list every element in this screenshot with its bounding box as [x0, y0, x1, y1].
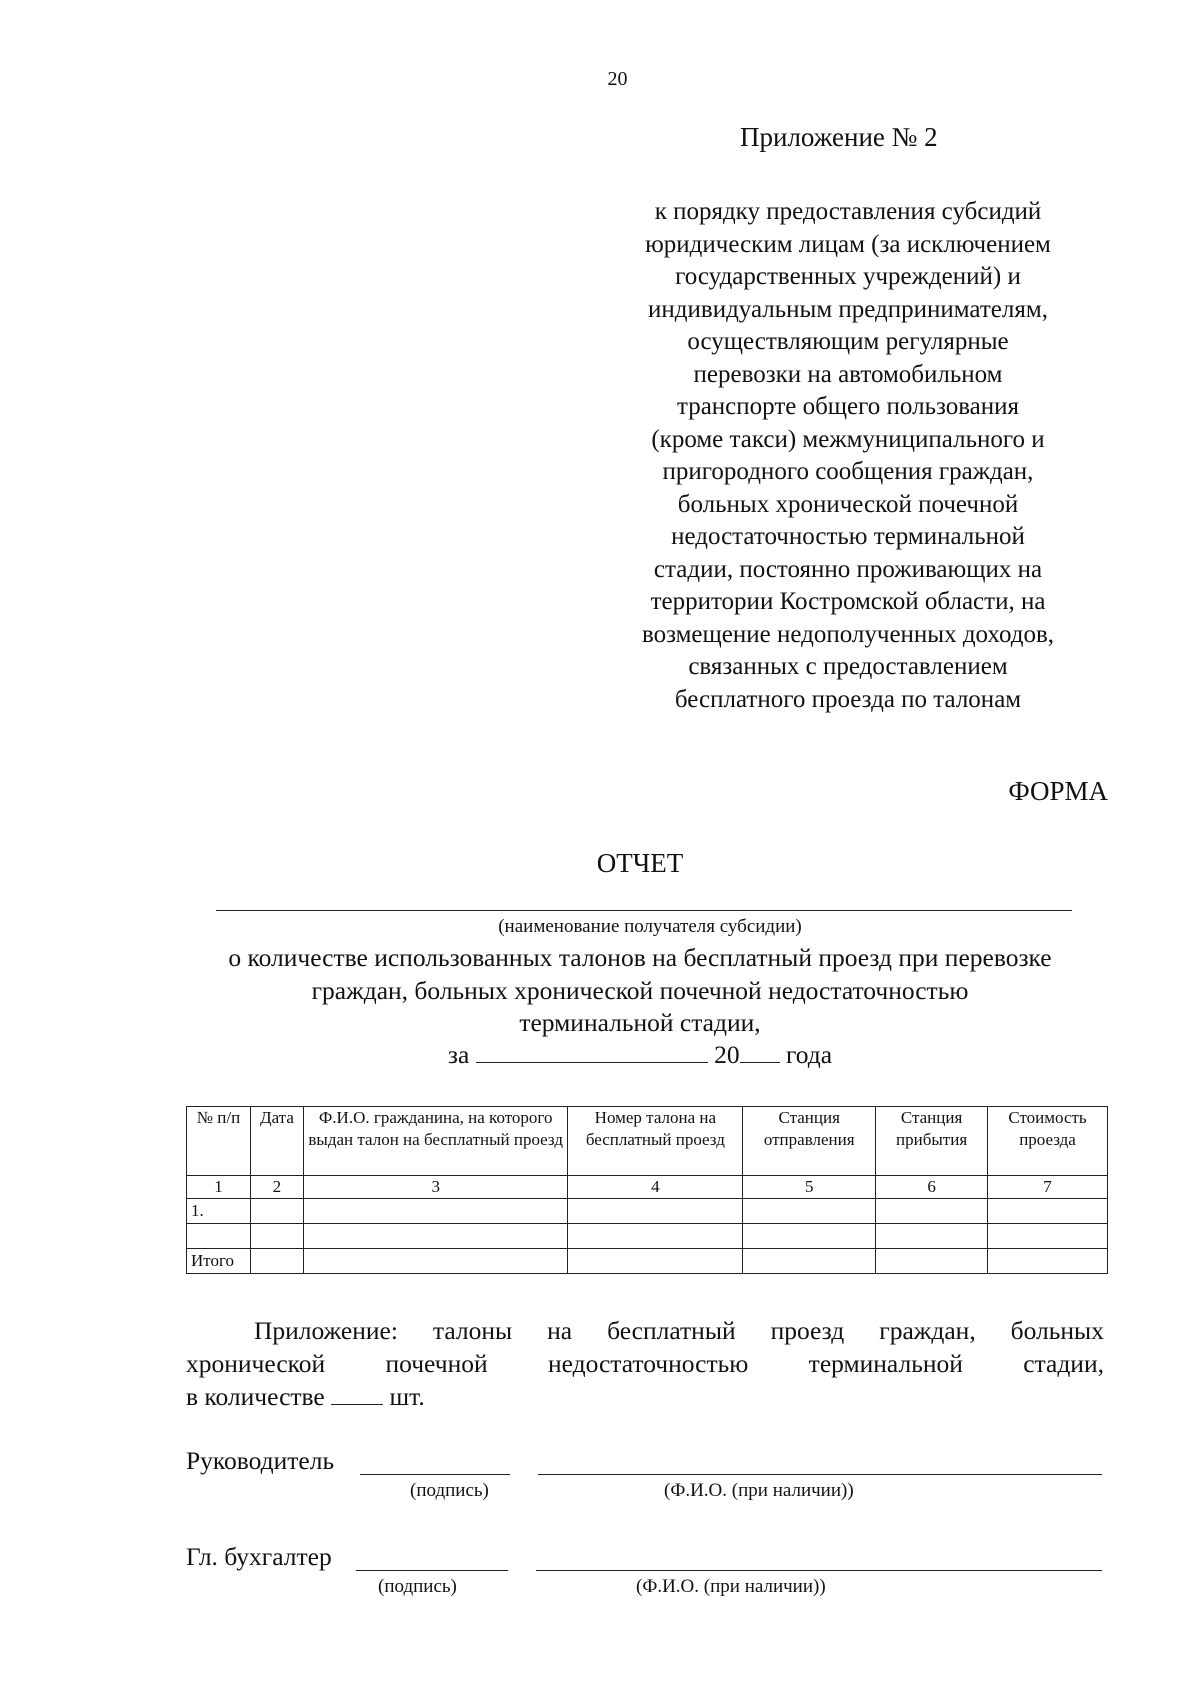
form-label: ФОРМА: [1008, 776, 1108, 806]
header-departure-station: Станция отправления: [743, 1107, 876, 1176]
arrival-station-cell[interactable]: [876, 1199, 988, 1224]
word: терминальной: [808, 1349, 963, 1378]
word: почечной: [385, 1349, 488, 1378]
fare-cell[interactable]: [988, 1199, 1108, 1224]
reference-line: бесплатного проезда по талонам: [674, 685, 1022, 713]
reference-line: индивидуальным предпринимателям,: [648, 295, 1048, 323]
subject-line: терминальной стадии,: [519, 1008, 761, 1037]
header-arrival-station: Станция прибытия: [876, 1107, 988, 1176]
word: больных: [1010, 1316, 1104, 1345]
quantity-prefix: в количестве: [186, 1382, 325, 1411]
departure-station-cell[interactable]: [743, 1249, 876, 1274]
column-number: 5: [743, 1176, 876, 1199]
table-total-row: [187, 1249, 1108, 1274]
head-signature-line[interactable]: [360, 1474, 510, 1475]
column-number: 1: [187, 1176, 251, 1199]
reference-line: территории Костромской области, на: [650, 588, 1046, 615]
header-date: Дата: [250, 1107, 303, 1176]
word: недостаточностью: [547, 1349, 749, 1378]
accountant-label: Гл. бухгалтер: [186, 1542, 332, 1571]
head-name-caption: (Ф.И.О. (при наличии)): [664, 1480, 854, 1501]
subject-line: о количестве использованных талонов на бесплатный проезд при перевозке: [228, 943, 1052, 972]
head-signature-block: [186, 1446, 1106, 1506]
departure-station-cell[interactable]: [743, 1199, 876, 1224]
reference-line: осуществляющим регулярные: [687, 328, 1009, 355]
report-period: [0, 1040, 1200, 1070]
reference-line: транспорте общего пользования: [676, 393, 1020, 420]
word: стадии,: [1023, 1349, 1104, 1378]
header-number: № п/п: [187, 1107, 251, 1176]
reference-line: государственных учреждений) и: [675, 263, 1021, 290]
report-title: ОТЧЕТ: [596, 848, 684, 878]
tickets-table: [186, 1106, 1108, 1274]
accountant-signature-caption: (подпись): [378, 1576, 457, 1597]
word: бесплатный: [607, 1316, 736, 1345]
row-number-cell[interactable]: [187, 1224, 251, 1249]
column-number: 4: [568, 1176, 743, 1199]
reference-line: связанных с предоставлением: [688, 653, 1008, 680]
period-prefix: за: [447, 1040, 470, 1069]
reference-line: больных хронической почечной: [677, 490, 1019, 518]
citizen-name-cell[interactable]: [303, 1199, 568, 1224]
period-blank[interactable]: [476, 1040, 708, 1063]
citizen-name-cell[interactable]: [303, 1224, 568, 1249]
appendix-reference-text: [598, 196, 1098, 716]
accountant-signature-line[interactable]: [356, 1570, 508, 1571]
recipient-name-blank[interactable]: [216, 910, 1072, 911]
reference-line: перевозки на автомобильном: [693, 360, 1003, 388]
citizen-name-cell[interactable]: [303, 1249, 568, 1274]
arrival-station-cell[interactable]: [876, 1224, 988, 1249]
subject-line: граждан, больных хронической почечной недостаточностью: [311, 975, 969, 1005]
row-number-cell[interactable]: 1.: [187, 1199, 251, 1224]
fare-cell[interactable]: [988, 1224, 1108, 1249]
period-suffix: года: [785, 1040, 833, 1069]
column-number-row: [187, 1176, 1108, 1199]
column-number: 2: [250, 1176, 303, 1199]
column-number: 6: [876, 1176, 988, 1199]
head-signature-caption: (подпись): [410, 1480, 489, 1501]
departure-station-cell[interactable]: [743, 1224, 876, 1249]
reference-line: стадии, постоянно проживающих на: [653, 555, 1043, 583]
table-row: [187, 1224, 1108, 1249]
year-blank[interactable]: [740, 1040, 780, 1063]
reference-line: возмещение недополученных доходов,: [641, 620, 1055, 648]
word: хронической: [186, 1349, 326, 1378]
table-header-row: [187, 1107, 1108, 1176]
accountant-name-caption: (Ф.И.О. (при наличии)): [636, 1576, 826, 1597]
head-label: Руководитель: [186, 1446, 335, 1475]
period-year-prefix: 20: [714, 1040, 740, 1069]
report-subject: [180, 942, 1100, 1040]
header-fare: Стоимость проезда: [988, 1107, 1108, 1176]
ticket-number-cell[interactable]: [568, 1199, 743, 1224]
word: Приложение:: [254, 1316, 398, 1345]
date-cell[interactable]: [250, 1199, 303, 1224]
accountant-signature-block: [186, 1542, 1106, 1602]
recipient-caption: (наименование получателя субсидии): [498, 916, 802, 937]
fare-total-cell[interactable]: [988, 1249, 1108, 1274]
appendix-title: Приложение № 2: [740, 122, 938, 152]
total-label-cell: Итого: [187, 1249, 251, 1274]
header-citizen-name: Ф.И.О. гражданина, на которого выдан талон на бесплатный проезд: [303, 1107, 568, 1176]
date-cell[interactable]: [250, 1224, 303, 1249]
attachment-note: [186, 1314, 1104, 1413]
attachment-line-2: [186, 1347, 1104, 1380]
arrival-station-cell[interactable]: [876, 1249, 988, 1274]
head-name-line[interactable]: [538, 1474, 1102, 1475]
quantity-suffix: шт.: [389, 1382, 425, 1411]
word: на: [547, 1316, 573, 1345]
quantity-blank[interactable]: [331, 1384, 383, 1405]
table-row: [187, 1199, 1108, 1224]
column-number: 7: [988, 1176, 1108, 1199]
reference-line: к порядку предоставления субсидий: [654, 198, 1042, 225]
attachment-line-1: [186, 1314, 1104, 1347]
word: граждан,: [879, 1316, 976, 1345]
reference-line: недостаточностью терминальной: [671, 523, 1025, 550]
ticket-number-cell[interactable]: [568, 1249, 743, 1274]
reference-line: юридическим лицам (за исключением: [645, 230, 1051, 258]
word: талоны: [432, 1316, 513, 1345]
reference-line: пригородного сообщения граждан,: [662, 458, 1034, 485]
date-cell[interactable]: [250, 1249, 303, 1274]
accountant-name-line[interactable]: [536, 1570, 1102, 1571]
ticket-number-cell[interactable]: [568, 1224, 743, 1249]
reference-line: (кроме такси) межмуниципального и: [651, 425, 1045, 453]
column-number: 3: [303, 1176, 568, 1199]
attachment-line-3: [186, 1380, 1104, 1413]
header-ticket-number: Номер талона на бесплатный проезд: [568, 1107, 743, 1176]
word: проезд: [770, 1316, 845, 1345]
page-number: 20: [607, 68, 628, 90]
